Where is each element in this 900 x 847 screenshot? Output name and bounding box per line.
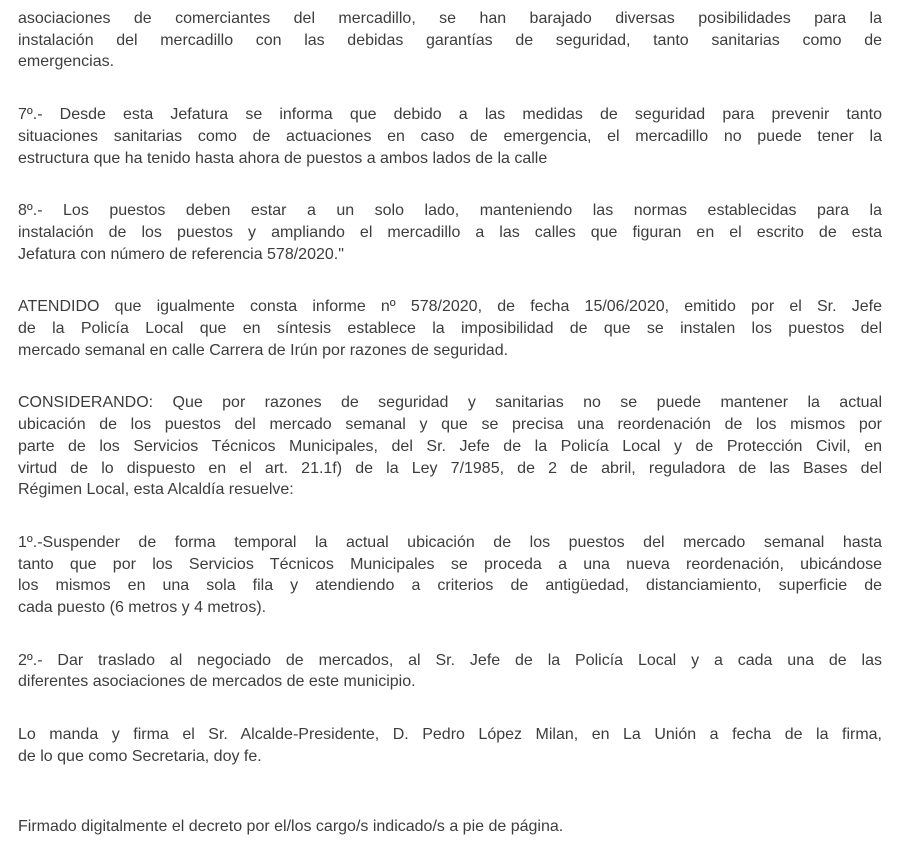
- paragraph-continuation: [18, 8, 882, 73]
- text-line: 7º.- Desde esta Jefatura se informa que debido a las medidas de seguridad para prevenir tanto: [18, 106, 882, 124]
- text-line: 8º.- Los puestos deben estar a un solo lado, manteniendo las normas establecidas para la: [18, 202, 882, 220]
- text-line: emergencias.: [18, 53, 115, 71]
- paragraph-point-8: [18, 200, 882, 265]
- text-line: de la Policía Local que en síntesis establece la imposibilidad de que se instalen los puestos del: [18, 320, 882, 338]
- text-line: Firmado digitalmente el decreto por el/los cargo/s indicado/s a pie de página.: [18, 817, 564, 835]
- text-line: instalación del mercadillo con las debidas garantías de seguridad, tanto sanitarias como de: [18, 31, 882, 49]
- text-line: mercado semanal en calle Carrera de Irún por razones de seguridad.: [18, 341, 509, 359]
- text-line: ubicación de los puestos del mercado semanal y que se precisa una reordenación de los mismos por: [18, 416, 882, 434]
- text-line: de lo que como Secretaria, doy fe.: [18, 747, 262, 765]
- paragraph-considerando: [18, 392, 882, 501]
- text-line: tanto que por los Servicios Técnicos Municipales se proceda a una nueva reordenación, ubicándose: [18, 555, 882, 573]
- text-line: cada puesto (6 metros y 4 metros).: [18, 599, 267, 617]
- paragraph-atendido: [18, 296, 882, 361]
- text-line: Jefatura con número de referencia 578/2020.": [18, 245, 344, 263]
- text-line: CONSIDERANDO: Que por razones de seguridad y sanitarias no se puede mantener la actual: [18, 394, 882, 412]
- text-line: 1º.-Suspender de forma temporal la actual ubicación de los puestos del mercado semanal hasta: [18, 533, 882, 551]
- text-line: Lo manda y firma el Sr. Alcalde-Presidente, D. Pedro López Milan, en La Unión a fecha de la firma,: [18, 726, 882, 744]
- paragraph-point-7: [18, 104, 882, 169]
- text-line: virtud de lo dispuesto en el art. 21.1f) de la Ley 7/1985, de 2 de abril, reguladora de las Bases del: [18, 459, 882, 477]
- paragraph-firmado-digitalmente: [18, 799, 882, 838]
- text-line: instalación de los puestos y ampliando el mercadillo a las calles que figuran en el escrito de esta: [18, 223, 882, 241]
- text-line: estructura que ha tenido hasta ahora de puestos a ambos lados de la calle: [18, 149, 548, 167]
- paragraph-resolve-1: [18, 532, 882, 619]
- paragraph-lo-manda: [18, 724, 882, 767]
- text-line: Régimen Local, esta Alcaldía resuelve:: [18, 481, 294, 499]
- text-line: ATENDIDO que igualmente consta informe nº 578/2020, de fecha 15/06/2020, emitido por el Sr. Jefe: [18, 298, 882, 316]
- text-line: diferentes asociaciones de mercados de este municipio.: [18, 673, 416, 691]
- text-line: situaciones sanitarias como de actuaciones en caso de emergencia, el mercadillo no puede tener la: [18, 127, 882, 145]
- text-line: asociaciones de comerciantes del mercadillo, se han barajado diversas posibilidades para la: [18, 10, 882, 27]
- text-line: parte de los Servicios Técnicos Municipales, del Sr. Jefe de la Policía Local y de Protección Civil, en: [18, 437, 882, 455]
- text-line: los mismos en una sola fila y atendiendo a criterios de antigüedad, distanciamiento, superficie de: [18, 577, 882, 595]
- paragraph-resolve-2: [18, 650, 882, 693]
- text-line: 2º.- Dar traslado al negociado de mercados, al Sr. Jefe de la Policía Local y a cada una de las: [18, 651, 882, 669]
